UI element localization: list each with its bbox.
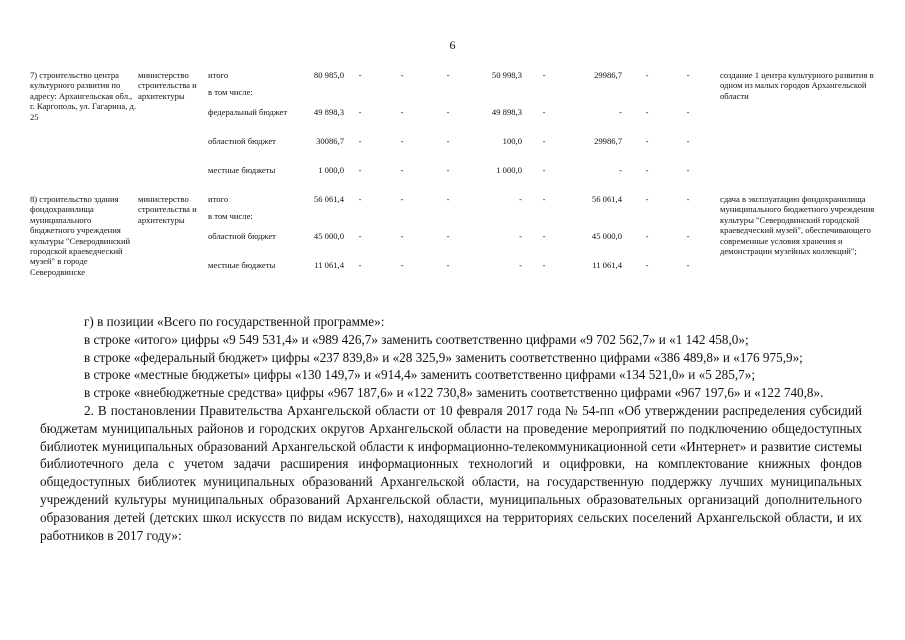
- value-dash: -: [686, 165, 690, 175]
- value-dash: -: [446, 165, 450, 175]
- value-dash: -: [645, 136, 649, 146]
- value-dash: -: [686, 136, 690, 146]
- value-year: 1 000,0: [496, 165, 522, 175]
- paragraph-total-line: в строке «итого» цифры «9 549 531,4» и «989 426,7» заменить соответственно цифрами «9 702 562,7» и «1 142 458,0»;: [84, 331, 749, 347]
- value-dash: -: [400, 165, 404, 175]
- source-label: в том числе:: [208, 87, 253, 97]
- row-description: 8) строительство здания фондохранилища муниципального бюджетного учреждения культуры "Северодвинский городской краеведческий музей" в городе Северодвинске: [30, 194, 131, 277]
- value-year: 45 000,0: [591, 231, 622, 241]
- source-label: итого: [208, 194, 229, 204]
- row-result: создание 1 центра культурного развития в одном из малых городов Архангельской области: [720, 70, 874, 101]
- value-dash: -: [542, 70, 546, 80]
- table-row: [30, 194, 880, 304]
- value-dash: -: [542, 136, 546, 146]
- value-dash: -: [400, 136, 404, 146]
- value-dash: -: [358, 165, 362, 175]
- value-year: 29986,7: [594, 70, 622, 80]
- source-label: местные бюджеты: [208, 260, 276, 270]
- source-label: федеральный бюджет: [208, 107, 288, 117]
- row-ministry: министерство строительства и архитектуры: [138, 70, 197, 101]
- value-dash: -: [400, 70, 404, 80]
- value-year: -: [519, 260, 522, 270]
- value-dash: -: [686, 231, 690, 241]
- document-body: [40, 313, 862, 544]
- value-dash: -: [542, 107, 546, 117]
- value-dash: -: [358, 231, 362, 241]
- value-dash: -: [645, 194, 649, 204]
- value-total: 80 985,0: [313, 70, 344, 80]
- value-year: -: [619, 107, 622, 117]
- value-dash: -: [358, 136, 362, 146]
- value-dash: -: [645, 165, 649, 175]
- value-dash: -: [542, 260, 546, 270]
- value-dash: -: [645, 260, 649, 270]
- value-dash: -: [446, 260, 450, 270]
- value-year: 49 898,3: [491, 107, 522, 117]
- paragraph-resolution: 2. В постановлении Правительства Архангельской области от 10 февраля 2017 года № 54-пп «Об утверждении распределения субсидий бюджетам муниципальных районов и городских округов Архангельской области на проведение мероприятий по подключению общедоступных библиотек муниципальных образований Архангельской области к информационно-телекоммуникационной сети «Интернет» и развитие системы библиотечного дела с учетом задачи расширения информационных технологий и оцифровки, на комплектование книжных фондов общедоступных библиотек муниципальных образований Архангельской области, на государственную поддержку лучших муниципальных учреждений культуры муниципальных образований Архангельской области, муниципальных образовательных организаций дополнительного образования детей (детских школ искусств по видам искусств), находящихся на территориях сельских поселений Архангельской области, и их работников в 2017 году»:: [40, 402, 862, 543]
- value-dash: -: [542, 194, 546, 204]
- source-label: местные бюджеты: [208, 165, 276, 175]
- value-total: 30086,7: [316, 136, 344, 146]
- budget-table: [30, 70, 880, 304]
- source-label: итого: [208, 70, 229, 80]
- value-dash: -: [686, 260, 690, 270]
- value-dash: -: [542, 231, 546, 241]
- row-result: сдача в эксплуатацию фондохранилища муниципального бюджетного учреждения культуры "Северодвинский городской краеведческий музей", обеспечивающего современные условия хранения и демонстрации музейных коллекций";: [720, 194, 875, 257]
- value-dash: -: [645, 107, 649, 117]
- value-dash: -: [358, 260, 362, 270]
- value-total: 49 898,3: [313, 107, 344, 117]
- row-ministry: министерство строительства и архитектуры: [138, 194, 197, 225]
- value-dash: -: [400, 260, 404, 270]
- value-year: -: [519, 194, 522, 204]
- value-year: 100,0: [502, 136, 522, 146]
- value-year: -: [519, 231, 522, 241]
- value-dash: -: [446, 194, 450, 204]
- value-year: -: [619, 165, 622, 175]
- page-number: 6: [449, 38, 456, 52]
- paragraph-federal-line: в строке «федеральный бюджет» цифры «237 839,8» и «28 325,9» заменить соответственно цифрами «386 489,8» и «176 975,9»;: [84, 349, 803, 365]
- value-dash: -: [400, 194, 404, 204]
- value-dash: -: [358, 70, 362, 80]
- value-dash: -: [358, 107, 362, 117]
- value-dash: -: [446, 70, 450, 80]
- table-row: [30, 70, 880, 194]
- value-dash: -: [645, 70, 649, 80]
- value-total: 56 061,4: [313, 194, 344, 204]
- value-year: 11 061,4: [592, 260, 622, 270]
- value-total: 1 000,0: [318, 165, 344, 175]
- paragraph-position-heading: г) в позиции «Всего по государственной программе»:: [84, 314, 385, 329]
- value-dash: -: [686, 107, 690, 117]
- value-dash: -: [686, 70, 690, 80]
- value-total: 45 000,0: [313, 231, 344, 241]
- value-year: 50 998,3: [491, 70, 522, 80]
- value-dash: -: [446, 107, 450, 117]
- source-label: в том числе:: [208, 211, 253, 221]
- value-dash: -: [400, 107, 404, 117]
- value-dash: -: [358, 194, 362, 204]
- value-dash: -: [645, 231, 649, 241]
- value-year: 29986,7: [594, 136, 622, 146]
- value-dash: -: [446, 136, 450, 146]
- value-dash: -: [542, 165, 546, 175]
- value-total: 11 061,4: [314, 260, 344, 270]
- value-dash: -: [686, 194, 690, 204]
- value-year: 56 061,4: [591, 194, 622, 204]
- row-description: 7) строительство центра культурного развития по адресу: Архангельская обл., г. Каргополь, ул. Гагарина, д. 25: [30, 70, 137, 122]
- value-dash: -: [400, 231, 404, 241]
- paragraph-local-line: в строке «местные бюджеты» цифры «130 149,7» и «914,4» заменить соответственно цифрами «134 521,0» и «5 285,7»;: [84, 367, 756, 383]
- paragraph-extrabudget-line: в строке «внебюджетные средства» цифры «967 187,6» и «122 730,8» заменить соответственно цифрами «967 197,6» и «122 740,8».: [84, 385, 824, 401]
- source-label: областной бюджет: [208, 136, 276, 146]
- value-dash: -: [446, 231, 450, 241]
- source-label: областной бюджет: [208, 231, 276, 241]
